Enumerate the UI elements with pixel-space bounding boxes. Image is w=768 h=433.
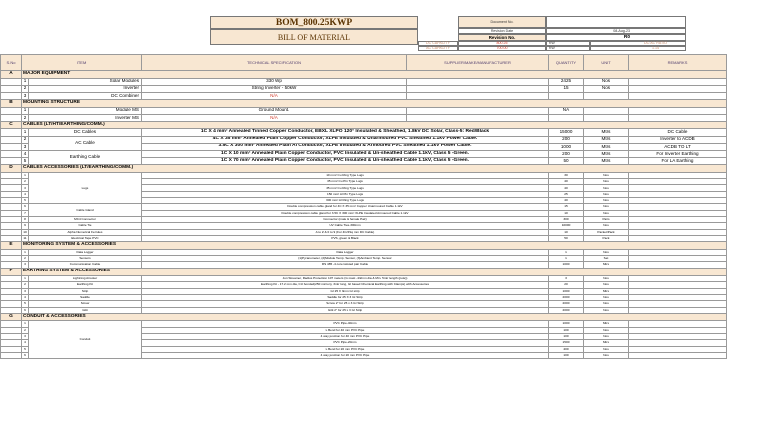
row-number: 2: [22, 255, 29, 261]
spec-cell: RS 485 -4 core twisted pair Cable: [142, 262, 549, 268]
revision-date-value: 08-Aug-23: [546, 28, 686, 34]
unit-header: UNIT: [584, 55, 629, 71]
qty-cell: 1000: [549, 321, 584, 327]
spec-cell: Saddle for 25 X 3 GI Strip: [142, 294, 549, 300]
spec-cell: Double compression cable gland for 3.5C X 300 mm² XLPE Insulated Armoured Cable 1.1kV: [142, 210, 549, 216]
qty-cell: 100: [549, 352, 584, 358]
qty-cell: 100: [549, 333, 584, 339]
quantity-header: QUANTITY: [549, 55, 584, 71]
spec-cell: Gitti 2" for 25 x 3 GI Strip: [142, 307, 549, 313]
spec-cell: 300 mm² Al Ring Type Lugs: [142, 198, 549, 204]
spec-cell: PVC Pipe-40mm: [142, 321, 549, 327]
unit-cell: Nos: [584, 198, 629, 204]
row-number: 5: [22, 346, 29, 352]
row-number: 1: [22, 249, 29, 255]
row-number: 2: [22, 282, 29, 288]
qty-cell: 100: [549, 327, 584, 333]
item-cell: Sensors: [29, 255, 142, 261]
spec-cell: N/A: [142, 92, 407, 99]
item-cell: Lightning Arrester: [29, 276, 142, 282]
qty-cell: 10000: [549, 223, 584, 229]
row-number: 6: [22, 204, 29, 210]
qty-cell: 20: [549, 282, 584, 288]
kw-unit: KW: [546, 46, 590, 51]
spec-cell: Connector (male & female Pair): [142, 216, 549, 222]
item-cell: Inverter: [29, 85, 142, 92]
spec-cell: Earthing Kit - 17.2 mm dia, CU bonded(250 micron), 3mtr long, GI based Chemical Earthing with Clamps) with Accessories: [142, 282, 549, 288]
spec-cell: Double compression cable gland for 4C X 35 mm² Copper Unarmoured Cable 1.1kV: [142, 204, 549, 210]
qty-cell: 1000: [549, 262, 584, 268]
unit-cell: Mtrs: [584, 129, 629, 136]
qty-cell: 2425: [549, 78, 584, 85]
table-row: [1, 151, 727, 158]
qty-cell: NA: [549, 107, 584, 114]
item-cell: Electrical Tape PVC: [29, 235, 142, 241]
unit-cell: Nos: [584, 191, 629, 197]
row-number: 3: [22, 92, 29, 99]
spec-cell: UV Cable Ties-300mm: [142, 223, 549, 229]
spec-cell: 4C X 35 mm² Annealed Plain Copper Conductor, XLPE Insulated & Unarmoured PVC Sheathed 1.1kV Power Cable.: [142, 136, 549, 143]
row-number: 2: [22, 114, 29, 121]
qty-cell: 50: [549, 235, 584, 241]
unit-cell: Mtrs: [584, 340, 629, 346]
remarks-cell: ACDB TO LT: [629, 143, 727, 150]
spec-cell: A to Z & 0 to 9 (For 4C/4Sq mm DC Cable): [142, 229, 549, 235]
qty-cell: 2000: [549, 294, 584, 300]
spec-cell: 1C X 10 mm² Annealed Plain Copper Conductor, PVC Insulated & Un-sheathed Cable 1.1kV, Class 5 -Green.: [142, 151, 549, 158]
row-number: 6: [22, 307, 29, 313]
remarks-cell: For LA Earthing: [629, 158, 727, 165]
kwp-unit: KW: [546, 41, 590, 46]
row-number: 2: [22, 327, 29, 333]
section-letter: A: [1, 71, 22, 79]
qty-cell: 300: [549, 216, 584, 222]
spec-cell: 35 mm² Cu Ring Type Lugs: [142, 185, 549, 191]
table-row: [1, 78, 727, 85]
spec-cell: L Bend for 20 mm PVC Pipe: [142, 346, 549, 352]
section-title: CABLES ACCESSORIES (LT/EARTHING/COMM.): [22, 165, 727, 173]
row-number: 10: [23, 229, 27, 234]
spec-header: TECHNICAL SPECIFICATION: [142, 55, 407, 71]
unit-cell: Mtrs: [584, 151, 629, 158]
spec-cell: 10 mm² Cu Ring Type Lugs: [142, 172, 549, 178]
qty-cell: 2000: [549, 301, 584, 307]
row-number: 1: [22, 129, 29, 136]
row-number: 4: [22, 340, 29, 346]
section-title: CONDUIT & ACCESSORIES: [22, 313, 727, 321]
table-row: [1, 92, 727, 99]
row-number: 3: [22, 185, 29, 191]
revision-no-value: R0: [546, 34, 686, 41]
section-title: CABLES (LT/HT/EARTHING/COMM.): [22, 121, 727, 129]
dc-ac-ratio-label: DC:AC RATIO: [590, 41, 686, 46]
document-no-value: [546, 16, 686, 28]
unit-cell: Nos: [584, 307, 629, 313]
spec-cell: N/A: [142, 114, 407, 121]
section-row-b: [1, 100, 727, 108]
item-cell: MC4 Connector: [29, 216, 142, 222]
sno-header: S.No: [1, 55, 22, 71]
item-cell: Cable Gland: [29, 204, 142, 217]
unit-cell: Nos: [584, 282, 629, 288]
unit-cell: Mtrs: [584, 143, 629, 150]
remarks-cell: For Inverter Earthing: [629, 151, 727, 158]
unit-cell: Pack: [584, 235, 629, 241]
qty-cell: 1000: [549, 143, 584, 150]
dc-capacity-label: DC CAPACITY: [418, 41, 458, 46]
unit-cell: Nos: [584, 78, 629, 85]
row-number: 1: [22, 78, 29, 85]
row-number: 5: [22, 301, 29, 307]
section-title: MONITORING SYSTEM & ACCESSORIES: [22, 242, 727, 250]
item-cell: Strip: [29, 288, 142, 294]
spec-cell: String Inverter - 50kW: [142, 85, 407, 92]
section-row-g: [1, 313, 727, 321]
spec-cell: L Bend for 40 mm PVC Pipe: [142, 327, 549, 333]
qty-cell: 10: [549, 210, 584, 216]
unit-cell: Nos: [584, 204, 629, 210]
item-cell: DC Cables: [29, 129, 142, 136]
spec-cell: 330 Wp: [142, 78, 407, 85]
qty-cell: 50: [549, 158, 584, 165]
row-number: 2: [22, 179, 29, 185]
unit-cell: Nos: [584, 185, 629, 191]
item-cell: Earthing Kit: [29, 282, 142, 288]
unit-cell: Nos: [584, 301, 629, 307]
document-no-label: Document No.: [458, 16, 546, 28]
row-number: 5: [22, 158, 29, 165]
section-title: MAJOR EQUIPMENT: [22, 71, 727, 79]
spec-cell: Screw 2" for 25 x 3 GI Strip: [142, 301, 549, 307]
unit-cell: Nos: [584, 346, 629, 352]
spec-cell: 4 way junction for 20 mm PVC Pipe: [142, 352, 549, 358]
spec-cell: 1C X 70 mm² Annealed Plain Copper Conductor, PVC Insulated & Un-sheathed Cable 1.1kV, Class 5 -Green.: [142, 158, 549, 165]
row-number: 3: [22, 262, 29, 268]
row-number: 5: [22, 198, 29, 204]
section-row-a: [1, 71, 727, 79]
item-cell: Screw: [29, 301, 142, 307]
unit-cell: Mtrs: [584, 158, 629, 165]
spec-cell: Data Logger: [142, 249, 549, 255]
unit-cell: Pairs: [584, 216, 629, 222]
unit-cell: Nos: [584, 327, 629, 333]
spec-cell: 1C X 4 mm² Annealed Tinned Copper Conductor, EBXL XLPO 120° Insulated & Sheathed, 1.8kV DC Solar, Class-5: Red/Black: [142, 129, 549, 136]
row-number: 8: [22, 216, 29, 222]
unit-cell: Mtrs: [584, 288, 629, 294]
row-number: 3: [22, 333, 29, 339]
row-number: 4: [22, 151, 29, 158]
bill-of-material-title: BILL OF MATERIAL: [210, 29, 418, 45]
remarks-header: REMARKS: [629, 55, 727, 71]
unit-cell: Nos: [584, 210, 629, 216]
qty-cell: 40: [549, 179, 584, 185]
qty-cell: 1: [549, 255, 584, 261]
unit-cell: Nos: [584, 276, 629, 282]
ac-capacity-value: 700.00: [458, 46, 546, 51]
bom-table: [0, 54, 727, 359]
spec-cell: 3.5C X 300 mm² Annealed Plain Al Conductor, XLPE Insulated & Armoured PVC Sheathed 1.1kV Power Cable.: [142, 143, 549, 150]
unit-cell: Nos: [584, 294, 629, 300]
row-number: 7: [22, 210, 29, 216]
item-cell: AC Cable: [29, 136, 142, 150]
row-number: 1: [22, 172, 29, 178]
item-cell: Inverter MS: [29, 114, 142, 121]
section-letter: F: [1, 268, 22, 276]
spec-cell: 150 mm² Al Pin Type Lugs: [142, 191, 549, 197]
qty-cell: 15: [549, 204, 584, 210]
qty-cell: 15000: [549, 129, 584, 136]
item-cell: Communication Cable: [29, 262, 142, 268]
unit-cell: Mtrs: [584, 262, 629, 268]
spec-cell: (1)Pyranometer, (2)Module Temp. Sensor, (3)Ambient Temp. Sensor: [142, 255, 549, 261]
qty-cell: 15: [549, 85, 584, 92]
table-row: [1, 114, 727, 121]
spec-cell: PVS, green & Black: [142, 235, 549, 241]
item-cell: Solar Modules: [29, 78, 142, 85]
qty-cell: 200: [549, 151, 584, 158]
spec-cell: GI 25 X 3mm GI strip: [142, 288, 549, 294]
section-letter: B: [1, 100, 22, 108]
section-title: EARTHING SYSTEM & ACCESSORIES: [22, 268, 727, 276]
row-number: 1: [22, 321, 29, 327]
section-row-f: [1, 268, 727, 276]
qty-cell: 30: [549, 172, 584, 178]
dc-capacity-value: 800.25: [458, 41, 546, 46]
unit-cell: Nos: [584, 85, 629, 92]
row-number: 4: [22, 294, 29, 300]
revision-no-label: Revision No.: [458, 34, 546, 41]
table-row: [1, 129, 727, 136]
remarks-cell: DC Cable: [629, 129, 727, 136]
section-letter: D: [1, 165, 22, 173]
item-cell: Gitti: [29, 307, 142, 313]
section-title: MOUNTING STRUCTURE: [22, 100, 727, 108]
item-cell: Module MS: [29, 107, 142, 114]
spec-cell: Jun Streamer, Radius Protection 107 meters (G mast -4/2mm dia & Min. 5mtr length (pole)): [142, 276, 549, 282]
spec-cell: Ground Mount.: [142, 107, 407, 114]
section-row-d: [1, 165, 727, 173]
item-cell: Alpha Numerical Ferrules: [29, 229, 142, 235]
row-number: 9: [22, 223, 29, 229]
item-cell: Earthing Cable: [29, 151, 142, 165]
table-row: [1, 136, 727, 143]
row-number: 1: [22, 107, 29, 114]
qty-cell: 2000: [549, 307, 584, 313]
qty-cell: 40: [549, 185, 584, 191]
unit-cell: Nos: [584, 179, 629, 185]
section-letter: G: [1, 313, 22, 321]
unit-cell: Mtrs: [584, 321, 629, 327]
unit-cell: Packet/Pack: [584, 229, 629, 235]
unit-cell: Set: [584, 255, 629, 261]
row-number: 3: [22, 143, 29, 150]
table-header-row: [1, 55, 727, 71]
supplier-header: SUPPLIER/MAKE/MANUFACTURER: [407, 55, 549, 71]
row-number: 4: [22, 191, 29, 197]
row-number: 11: [23, 235, 27, 240]
unit-cell: Nos: [584, 223, 629, 229]
item-cell: Saddle: [29, 294, 142, 300]
item-cell: Lugs: [29, 172, 142, 203]
qty-cell: 200: [549, 136, 584, 143]
unit-cell: Mtrs: [584, 136, 629, 143]
qty-cell: 3: [549, 276, 584, 282]
spec-cell: 35 mm² Cu Pin Type Lugs: [142, 179, 549, 185]
unit-cell: Nos: [584, 249, 629, 255]
item-cell: Conduit: [29, 321, 142, 359]
table-row: [1, 107, 727, 114]
section-row-c: [1, 121, 727, 129]
unit-cell: Nos: [584, 352, 629, 358]
row-number: 3: [22, 288, 29, 294]
qty-cell: 10: [549, 229, 584, 235]
table-row: [1, 85, 727, 92]
qty-cell: 400: [549, 346, 584, 352]
qty-cell: 1500: [549, 340, 584, 346]
item-cell: Cable Tie: [29, 223, 142, 229]
row-number: 1: [22, 276, 29, 282]
unit-cell: Nos: [584, 333, 629, 339]
row-number: 6: [22, 352, 29, 358]
ac-capacity-label: AC CAPACITY: [418, 46, 458, 51]
item-header: ITEM: [22, 55, 142, 71]
row-number: 2: [22, 136, 29, 143]
spec-cell: PVC Pipe-20mm: [142, 340, 549, 346]
qty-cell: 1: [549, 249, 584, 255]
spec-cell: 4 way junction for 40 mm PVC Pipe: [142, 333, 549, 339]
section-row-e: [1, 242, 727, 250]
qty-cell: 25: [549, 191, 584, 197]
remarks-cell: Inverter to ACDB: [629, 136, 727, 143]
qty-cell: 40: [549, 198, 584, 204]
qty-cell: 1000: [549, 288, 584, 294]
dc-ac-ratio-value: 1.14: [590, 46, 686, 51]
unit-cell: Nos: [584, 172, 629, 178]
item-cell: DC Combiner: [29, 92, 142, 99]
section-letter: E: [1, 242, 22, 250]
section-letter: C: [1, 121, 22, 129]
revision-date-label: Revision Date: [458, 28, 546, 34]
row-number: 2: [22, 85, 29, 92]
item-cell: Data Logger: [29, 249, 142, 255]
bom-code-title: BOM_800.25KWP: [210, 16, 418, 29]
